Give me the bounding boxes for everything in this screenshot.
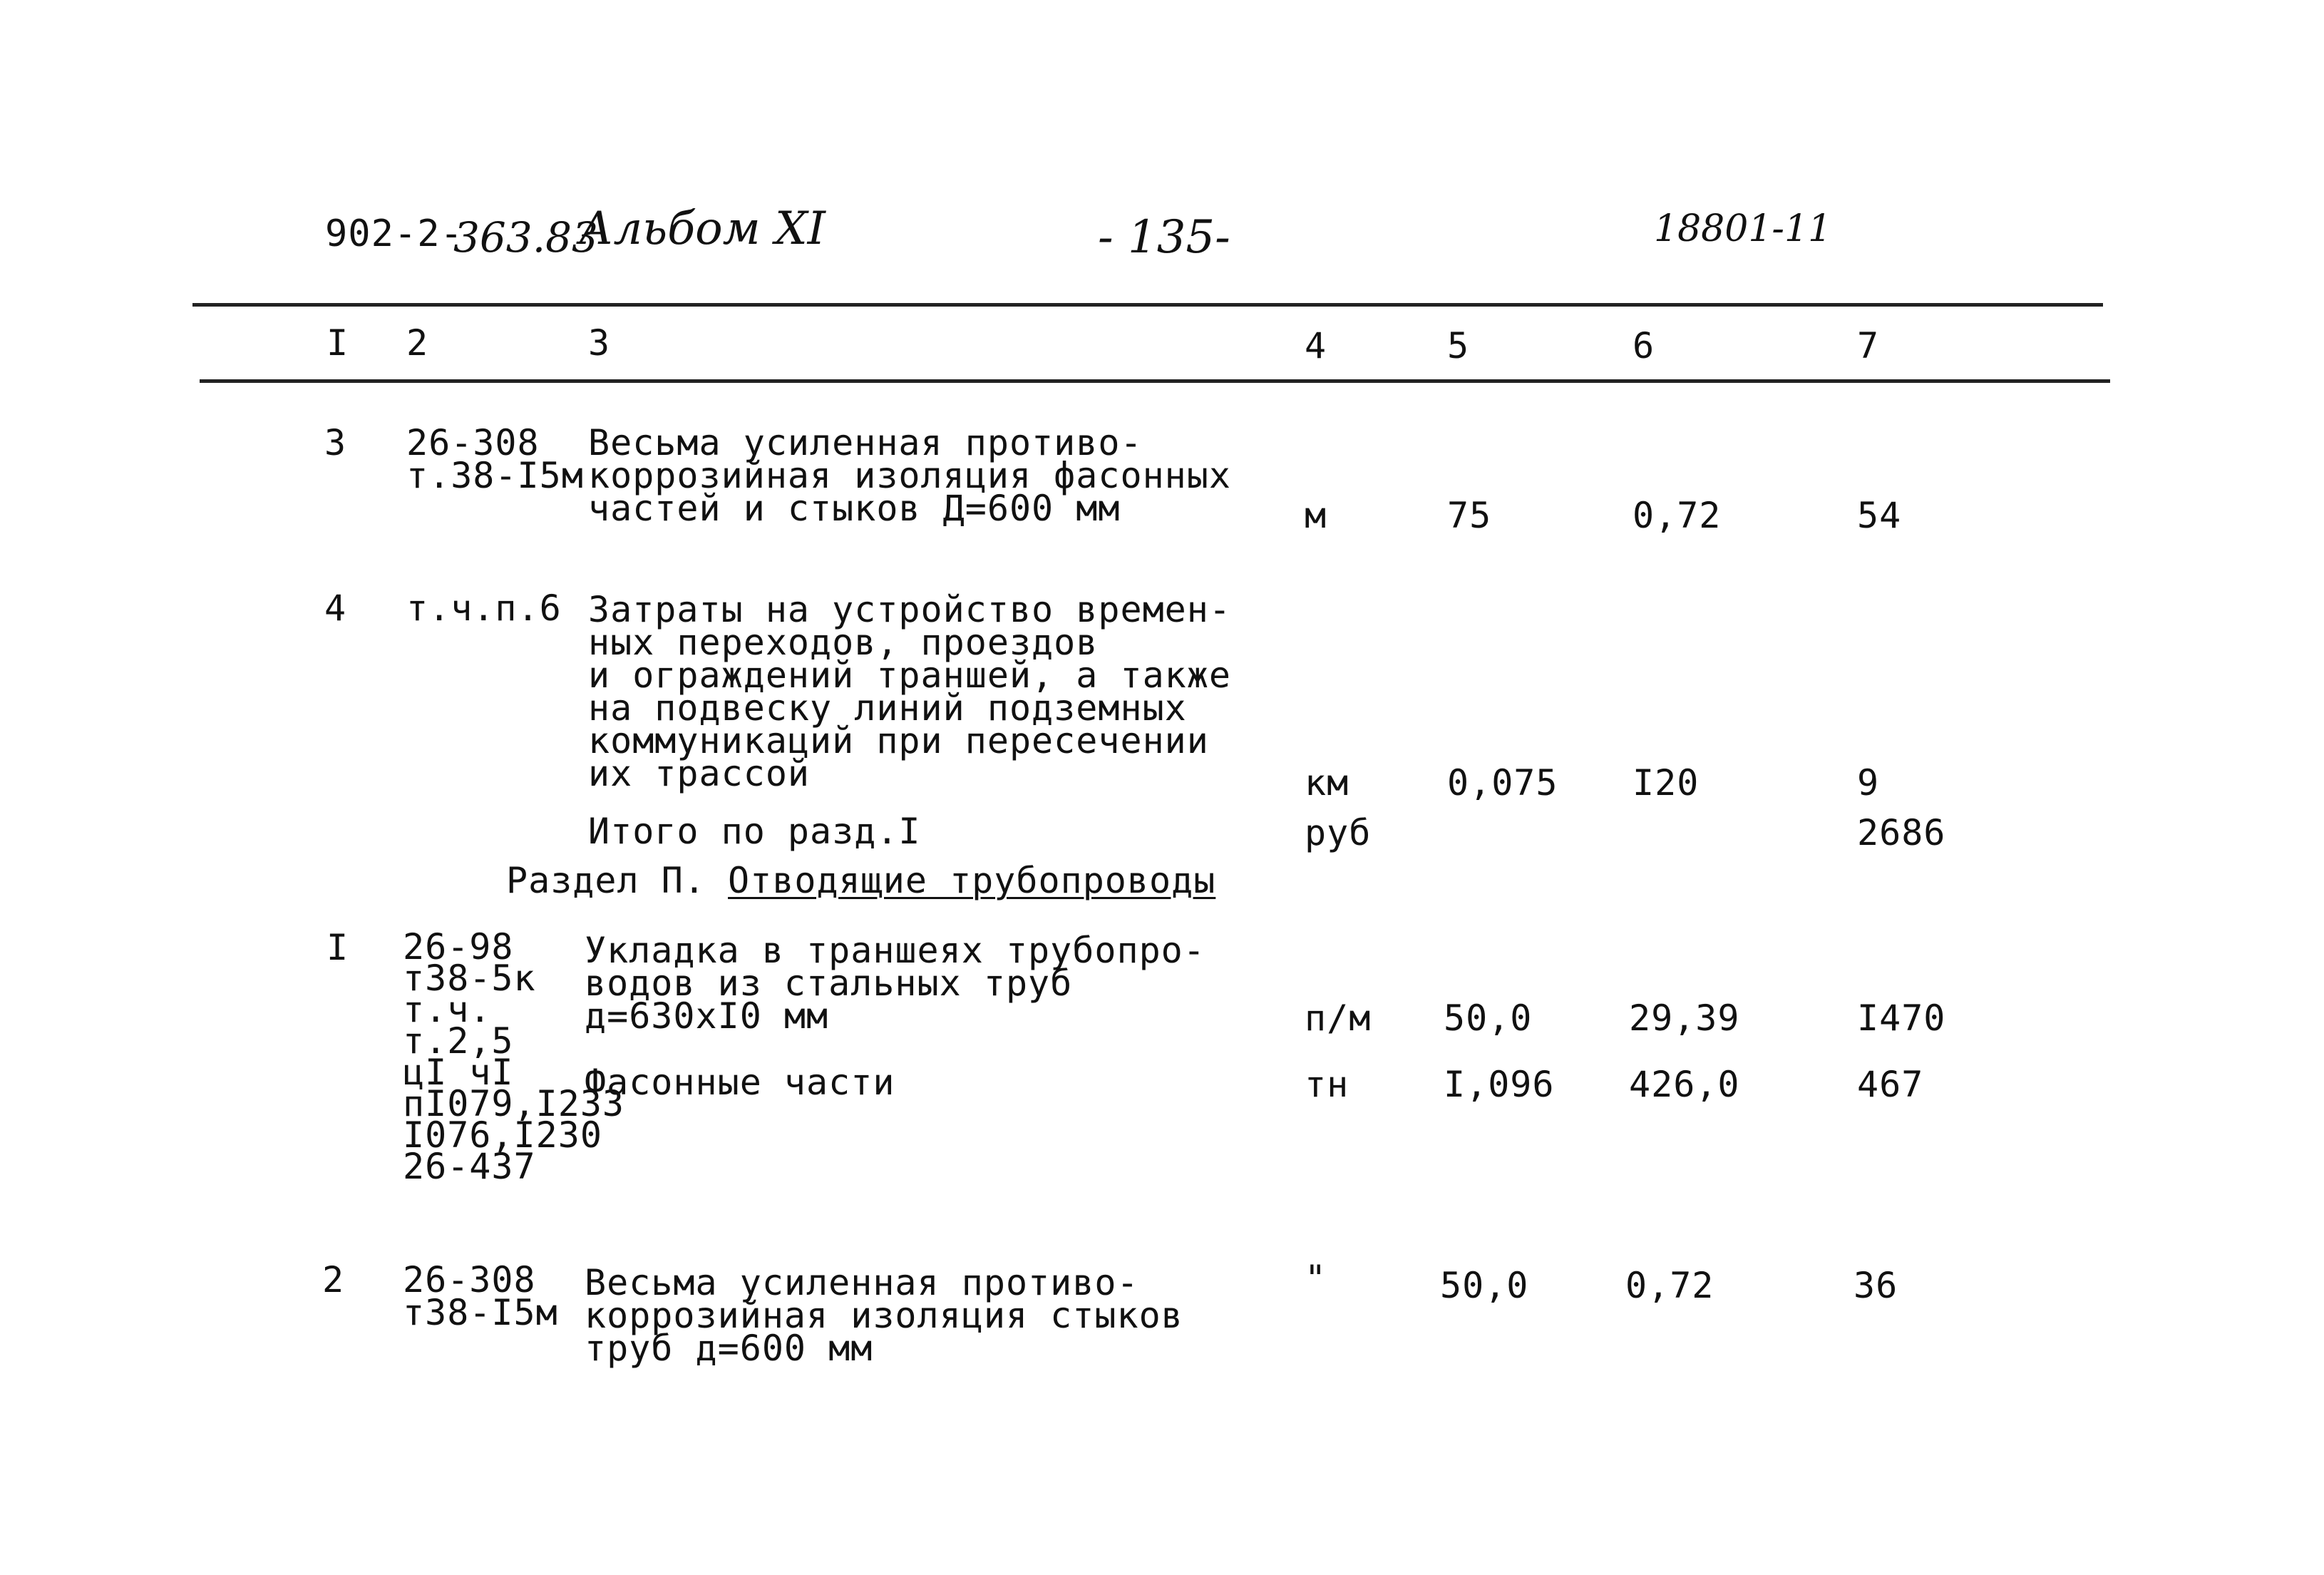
column-header-6: 6	[1633, 325, 1655, 366]
row-price: 0,72	[1633, 495, 1722, 536]
subtotal-label: Итого по разд.I	[588, 811, 921, 852]
row-total: 54	[1857, 495, 1902, 536]
row-total: 9	[1857, 762, 1880, 804]
subtotal-total: 2686	[1857, 812, 1946, 853]
row-description: Затраты на устройство времен- ных переходов, проездов и ограждений траншей, а также на подвеску линий подземных коммуникаций при пересечении их трассой	[588, 589, 1231, 794]
row-number: 2	[322, 1259, 345, 1300]
row-sub-description: Фасонные части	[585, 1062, 895, 1103]
row-number: 4	[324, 588, 347, 629]
row-code: т.ч.п.6	[406, 588, 562, 629]
row-sub-unit: тн	[1305, 1064, 1349, 1105]
row-quantity: 50,0	[1440, 1265, 1529, 1306]
row-description: Укладка в траншеях трубопро- водов из стальных труб д=630хI0 мм	[585, 930, 1205, 1037]
column-header-3: 3	[588, 322, 611, 364]
row-price: 29,39	[1629, 997, 1740, 1039]
row-quantity: 0,075	[1447, 762, 1558, 804]
doc-code-prefix: 902-2-	[325, 212, 463, 255]
row-total: I470	[1857, 997, 1946, 1039]
row-description: Весьма усиленная противо- коррозийная изоляция фасонных частей и стыков Д=600 мм	[588, 422, 1231, 529]
page-number: - 135-	[1098, 211, 1230, 264]
row-total: 36	[1853, 1265, 1898, 1306]
row-sub-total: 467	[1857, 1064, 1924, 1105]
column-header-4: 4	[1305, 325, 1327, 366]
section-heading	[506, 860, 1216, 901]
section-title: Отводящие трубопроводы	[728, 860, 1216, 901]
row-unit: м	[1305, 495, 1327, 536]
column-header-1: I	[327, 322, 349, 364]
row-number: 3	[324, 422, 347, 463]
row-quantity: 50,0	[1444, 997, 1533, 1039]
header-bottom-rule	[200, 379, 2110, 383]
row-code: 26-98 т38-5к т.ч. т.2,5 цI чI пI079,I233 I076,I230 26-437	[403, 926, 625, 1187]
row-unit: км	[1305, 762, 1349, 804]
subtotal-unit: руб	[1305, 812, 1372, 853]
row-description: Весьма усиленная противо- коррозийная изоляция стыков труб д=600 мм	[585, 1262, 1183, 1369]
row-unit: п/м	[1305, 997, 1372, 1039]
row-unit-ditto: "	[1305, 1258, 1327, 1299]
row-quantity: 75	[1447, 495, 1492, 536]
top-rule	[192, 303, 2103, 307]
row-sub-price: 426,0	[1629, 1064, 1740, 1105]
row-code: 26-308 т.38-I5м	[406, 422, 584, 496]
row-sub-quantity: I,096	[1444, 1064, 1555, 1105]
column-header-2: 2	[406, 322, 429, 364]
row-price: 0,72	[1625, 1265, 1714, 1306]
doc-code-handwritten: 363.83	[453, 213, 598, 262]
row-code: 26-308 т38-I5м	[403, 1259, 558, 1333]
section-prefix: Раздел П.	[506, 860, 706, 901]
column-header-7: 7	[1857, 325, 1880, 366]
column-header-5: 5	[1447, 325, 1470, 366]
album-label: Альбом XI	[579, 202, 826, 255]
row-number: I	[327, 927, 349, 968]
row-price: I20	[1633, 762, 1700, 804]
archive-number: 18801-11	[1654, 207, 1832, 250]
